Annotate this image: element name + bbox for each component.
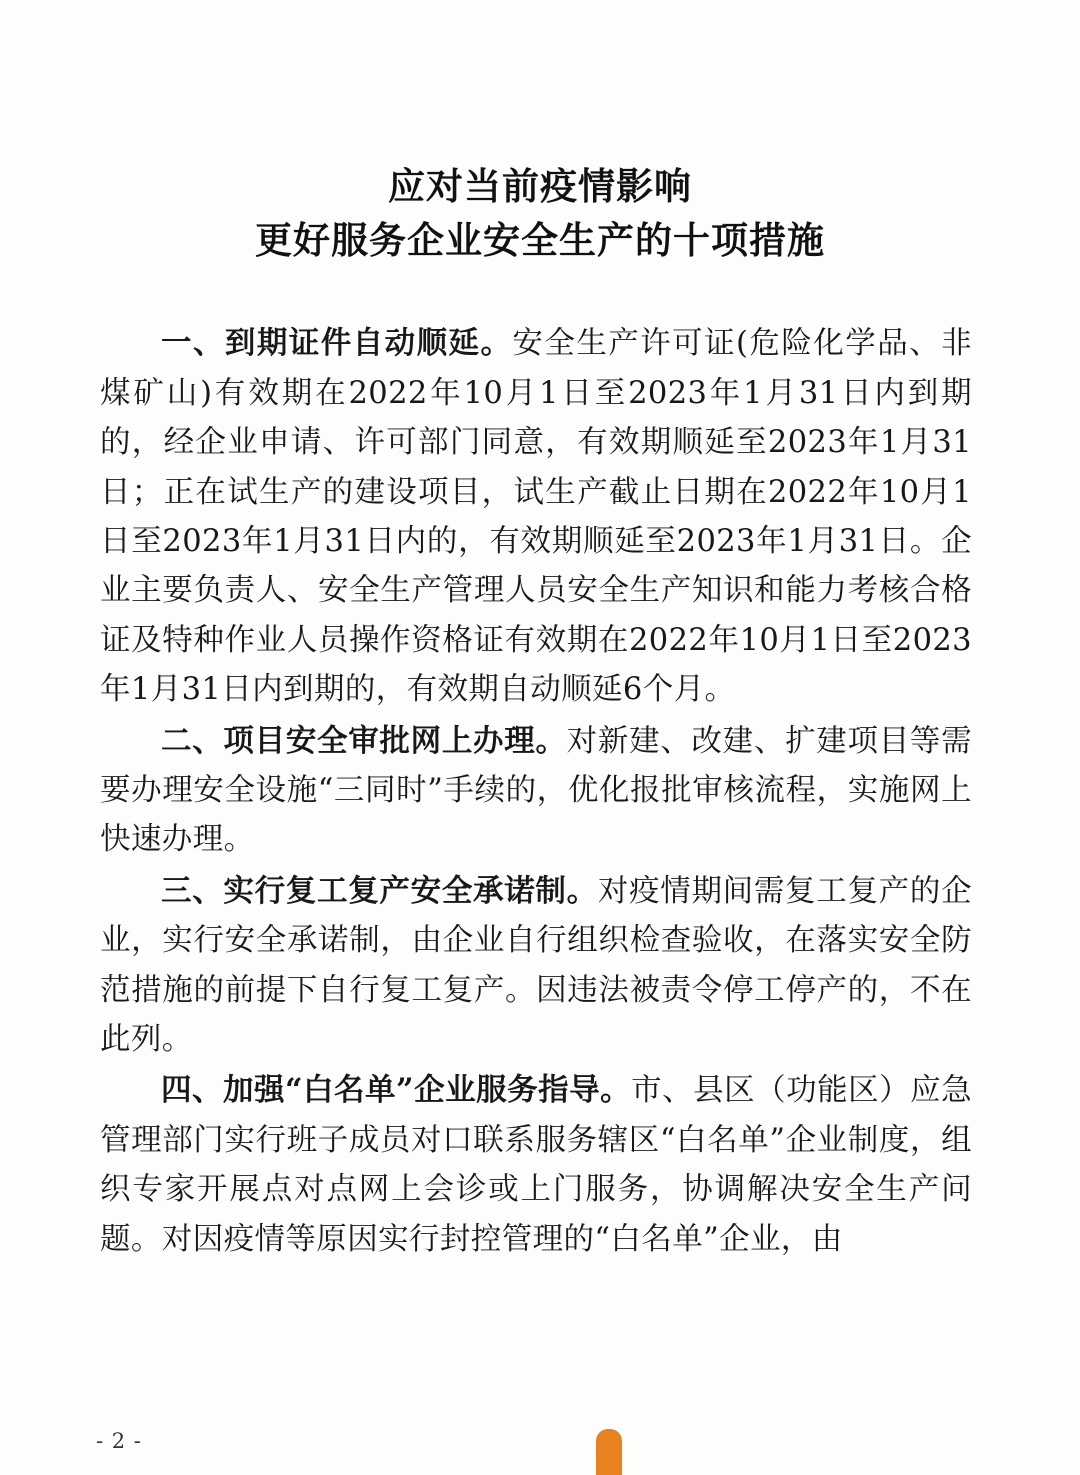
title-line-1: 应对当前疫情影响 [388, 164, 692, 208]
paragraph-4-lead: 四、加强“白名单”企业服务指导。 [161, 1072, 632, 1109]
paragraph-2-text: 对新建、改建、扩建项目等需要办理安全设施“三同时”手续的，优化报批审核流程，实施网上快速办理。 [100, 723, 973, 858]
paragraph-2-lead: 二、项目安全审批网上办理。 [161, 722, 567, 759]
paragraph-4 [100, 1066, 972, 1264]
paragraph-1-text: 安全生产许可证(危险化学品、非煤矿山)有效期在2022年10月1日至2023年1月31日内到期的，经企业申请、许可部门同意，有效期顺延至2023年1月31日；正在试生产的建设项目，试生产截止日期在2022年10月1日至2023年1月31日内的，有效期顺延至2023年1月31日。企业主要负责人、安全生产管理人员安全生产知识和能力考核合格证及特种作业人员操作资格证有效期在2022年10月1日至2023年1月31日内到期的，有效期自动顺延6个月。 [100, 326, 972, 708]
title-line-2: 更好服务企业安全生产的十项措施 [255, 217, 825, 262]
orange-marker-icon [596, 1429, 622, 1475]
paragraph-1-lead: 一、到期证件自动顺延。 [161, 325, 513, 362]
paragraph-4-text: 市、县区（功能区）应急管理部门实行班子成员对口联系服务辖区“白名单”企业制度，组织专家开展点对点网上会诊或上门服务，协调解决安全生产问题。对因疫情等原因实行封控管理的“白名单”企业，由 [100, 1073, 972, 1257]
paragraph-2 [100, 717, 972, 865]
paragraph-3-text: 对疫情期间需复工复产的企业，实行安全承诺制，由企业自行组织检查验收，在落实安全防范措施的前提下自行复工复产。因违法被责令停工停产的，不在此列。 [100, 873, 972, 1057]
paragraph-3 [100, 867, 972, 1065]
page-number: - 2 - [96, 1429, 142, 1453]
page-footer [0, 1415, 1080, 1475]
paragraph-3-lead: 三、实行复工复产安全承诺制。 [161, 872, 598, 909]
page-title [0, 0, 1080, 267]
document-body [0, 319, 1080, 1264]
paragraph-1 [100, 319, 972, 714]
